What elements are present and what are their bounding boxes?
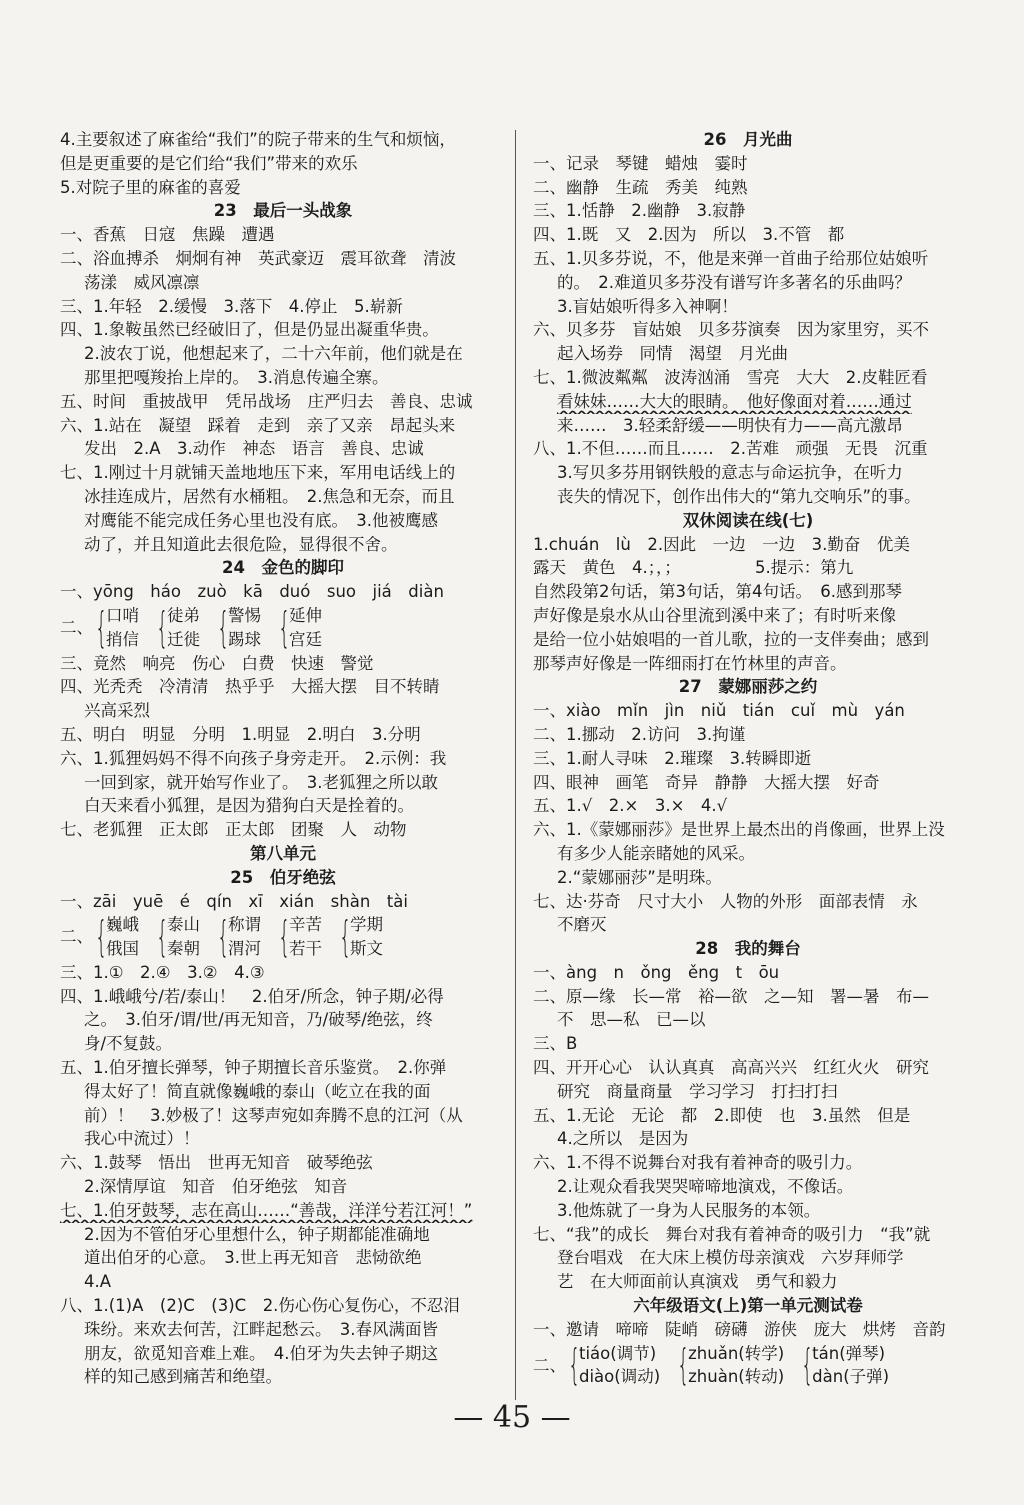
brace-icon: { xyxy=(95,912,108,962)
answer-line: 二、浴血搏杀 炯炯有神 英武豪迈 震耳欲聋 清波 xyxy=(60,248,456,268)
pair-word: tiáo(调节) xyxy=(579,1343,657,1363)
answer-line: 前）！ 3.妙极了！这琴声宛如奔腾不息的江河（从 xyxy=(84,1105,463,1125)
word-pair xyxy=(565,1342,660,1390)
pair-word: 迁徙 xyxy=(167,629,200,649)
lesson-heading-26: 26 月光曲 xyxy=(703,130,793,149)
answer-line: 荡漾 威风凛凛 xyxy=(84,272,200,292)
word-pair xyxy=(153,913,200,961)
answer-line: 2.让观众看我哭哭啼啼地演戏，不像话。 xyxy=(557,1177,854,1197)
answer-line: 三、1.年轻 2.缓慢 3.落下 4.停止 5.崭新 xyxy=(60,296,403,316)
answer-line: 五、明白 明显 分明 1.明显 2.明白 3.分明 xyxy=(60,724,421,744)
answer-line: 六、1.站在 凝望 踩着 走到 亲了又亲 昂起头来 xyxy=(60,415,456,435)
brace-icon: { xyxy=(156,912,169,962)
pair-word: tán(弹琴) xyxy=(812,1343,886,1363)
pair-word: 捎信 xyxy=(106,629,139,649)
lesson-heading-23: 23 最后一头战象 xyxy=(213,201,353,221)
answer-line: 起入场券 同情 渴望 月光曲 xyxy=(557,344,788,364)
word-pair xyxy=(153,604,200,652)
word-pair xyxy=(214,913,261,961)
answer-line: 二、原—缘 长—常 裕—欲 之—知 署—暑 布— xyxy=(533,986,929,1006)
pair-word: 学期 xyxy=(350,915,383,935)
answer-line: 4.A xyxy=(84,1272,112,1292)
answer-line: 三、竟然 响亮 伤心 白费 快速 警觉 xyxy=(60,653,374,673)
answer-line: 六、1.不得不说舞台对我有着神奇的吸引力。 xyxy=(533,1153,863,1173)
pair-word: 称谓 xyxy=(228,915,261,935)
pair-word: 秦朝 xyxy=(167,939,200,959)
answer-line: 那琴声好像是一阵细雨打在竹林里的声音。 xyxy=(533,653,847,673)
pair-word: 辛苦 xyxy=(289,915,322,935)
brace-icon: { xyxy=(156,602,169,652)
pair-word: 徒弟 xyxy=(167,605,200,625)
reading-heading: 双休阅读在线(七) xyxy=(682,510,814,530)
lesson-heading-25: 25 伯牙绝弦 xyxy=(230,867,336,887)
pair-word: 巍峨 xyxy=(106,915,139,935)
item-label: 二、 xyxy=(533,1355,566,1375)
answer-line: 一回到家，就开始写作业了。 3.老狐狸之所以敢 xyxy=(84,772,438,792)
answer-line: 七、1.刚过十月就铺天盖地地压下来，军用电话线上的 xyxy=(60,463,456,483)
answer-line: 3.他炼就了一身为人民服务的本领。 xyxy=(557,1200,821,1220)
answer-line: 露天 黄色 4.；，； 5.提示：第九 xyxy=(533,558,854,578)
test-heading: 六年级语文(上)第一单元测试卷 xyxy=(633,1296,863,1316)
page-number: 45 xyxy=(492,1400,532,1435)
answer-line: 三、B xyxy=(533,1034,578,1054)
pair-word: 口哨 xyxy=(106,605,139,625)
answer-line: 样的知己感到痛苦和绝望。 xyxy=(84,1367,282,1387)
answer-line: 2.波农丁说，他想起来了，二十六年前，他们就是在 xyxy=(84,344,463,364)
lesson-heading-27: 27 蒙娜丽莎之约 xyxy=(678,677,818,697)
answer-line: 七、“我”的成长 舞台对我有着神奇的吸引力 “我”就 xyxy=(533,1224,931,1244)
item-label: 二、 xyxy=(60,927,93,947)
answer-line: 白天来看小狐狸，是因为猎狗白天是拴着的。 xyxy=(84,796,414,816)
pair-word: 踢球 xyxy=(228,629,261,649)
answer-line: 道出伯牙的心意。 3.世上再无知音 悲恸欲绝 xyxy=(84,1248,422,1268)
page-footer xyxy=(0,1400,1024,1435)
answer-line: 一、记录 琴键 蜡烛 霎时 xyxy=(533,153,748,173)
answer-line: 五、时间 重披战甲 凭吊战场 庄严归去 善良、忠诚 xyxy=(60,391,473,411)
answer-line: 四、1.既 又 2.因为 所以 3.不管 都 xyxy=(533,225,845,245)
answer-line: 2.因为不管伯牙心里想什么，钟子期都能准确地 xyxy=(84,1224,430,1244)
pair-word: zhuàn(转动) xyxy=(688,1367,785,1387)
answer-line: 一、香蕉 日寇 焦躁 遭遇 xyxy=(60,225,275,245)
footer-dash: — xyxy=(453,1400,484,1435)
brace-icon: { xyxy=(801,1340,814,1390)
answer-line: 七、达·芬奇 尺寸大小 人物的外形 面部表情 永 xyxy=(533,891,918,911)
answer-line: 对鹰能不能完成任务心里也没有底。 3.他被鹰感 xyxy=(84,510,438,530)
answer-line: 有多少人能亲睹她的风采。 xyxy=(557,843,755,863)
answer-line: 五、1.伯牙擅长弹琴，钟子期擅长音乐鉴赏。 2.你弹 xyxy=(60,1058,447,1078)
lesson-heading-28: 28 我的舞台 xyxy=(695,939,801,959)
answer-line: 艺 在大师面前认真演戏 勇气和毅力 xyxy=(557,1272,838,1292)
brace-icon: { xyxy=(677,1340,690,1390)
answer-line: 一、邀请 啼啼 陡峭 磅礴 游侠 庞大 烘烤 音韵 xyxy=(533,1319,946,1339)
answer-line: 二、1.挪动 2.访问 3.拘谨 xyxy=(533,724,746,744)
answer-line: 五、1.贝多芬说，不，他是来弹一首曲子给那位姑娘听 xyxy=(533,248,929,268)
answer-line: 八、1.不但……而且…… 2.苦难 顽强 无畏 沉重 xyxy=(533,439,928,459)
pair-word: diào(调动) xyxy=(579,1367,661,1387)
answer-line: 四、开开心心 认认真真 高高兴兴 红红火火 研究 xyxy=(533,1058,929,1078)
answer-line: 四、光秃秃 冷清清 热乎乎 大摇大摆 目不转睛 xyxy=(60,677,440,697)
brace-icon: { xyxy=(217,602,230,652)
answer-line: 3.盲姑娘听得多入神啊！ xyxy=(557,296,738,316)
answer-line: 二、幽静 生疏 秀美 纯熟 xyxy=(533,177,748,197)
answer-line: 三、1.恬静 2.幽静 3.寂静 xyxy=(533,201,746,221)
answer-line: 五、1.√ 2.× 3.× 4.√ xyxy=(533,796,728,816)
brace-icon: { xyxy=(217,912,230,962)
brace-icon: { xyxy=(95,602,108,652)
answer-line: 身/不复鼓。 xyxy=(84,1034,173,1054)
answer-line: 四、1.峨峨兮/若/泰山！ 2.伯牙/所念，钟子期/必得 xyxy=(60,986,444,1006)
word-pair xyxy=(674,1342,784,1390)
pair-word: 宫廷 xyxy=(289,629,322,649)
answer-line: 珠纷。来欢去何苦，江畔起愁云。 3.春风满面皆 xyxy=(84,1319,438,1339)
pair-word: zhuǎn(转学) xyxy=(688,1343,785,1363)
pair-word: 警惕 xyxy=(228,605,261,625)
answer-line: 不磨灭 xyxy=(557,915,607,935)
answer-line: 不 思—私 已—以 xyxy=(557,1010,706,1030)
left-column xyxy=(60,128,506,1389)
answer-line: 朋友，欲觅知音难上难。 4.伯牙为失去钟子期这 xyxy=(84,1343,438,1363)
answer-line: 动了，并且知道此去很危险，显得很不舍。 xyxy=(84,534,398,554)
brace-icon: { xyxy=(278,602,291,652)
lesson-heading-24: 24 金色的脚印 xyxy=(222,558,344,578)
word-pair xyxy=(275,604,322,652)
word-pair xyxy=(798,1342,889,1390)
pinyin-pairs-test xyxy=(533,1342,963,1390)
answer-line: 5.对院子里的麻雀的喜爱 xyxy=(60,177,241,197)
answer-line: 那里把嘎羧抬上岸的。 3.消息传遍全寨。 xyxy=(84,367,389,387)
brace-icon: { xyxy=(278,912,291,962)
word-pairs-24 xyxy=(60,604,506,652)
answer-line: 2.深情厚谊 知音 伯牙绝弦 知音 xyxy=(84,1177,348,1197)
underlined-answer-line: 七、1.伯牙鼓琴，志在高山……“善哉，洋洋兮若江河！” xyxy=(60,1200,473,1220)
word-pair xyxy=(275,913,322,961)
answer-line: 发出 2.A 3.动作 神态 语言 善良、忠诚 xyxy=(84,439,424,459)
word-pair xyxy=(92,913,139,961)
answer-line: 六、1.《蒙娜丽莎》是世界上最杰出的肖像画，世界上没 xyxy=(533,820,945,840)
pinyin-line: 一、xiào mǐn jìn niǔ tián cuǐ mù yán xyxy=(533,701,905,721)
answer-line: 的。 2.难道贝多芬没有谱写许多著名的乐曲吗？ xyxy=(557,272,911,292)
word-pairs-25 xyxy=(60,913,506,961)
item-label: 二、 xyxy=(60,617,93,637)
pair-word: dàn(子弹) xyxy=(812,1367,890,1387)
brace-icon: { xyxy=(568,1340,581,1390)
answer-line: 五、1.无论 无论 都 2.即使 也 3.虽然 但是 xyxy=(533,1105,911,1125)
pinyin-line: 一、yōng háo zuò kā duó suo jiá diàn xyxy=(60,582,444,602)
answer-line: 3.写贝多芬用钢铁般的意志与命运抗争，在听力 xyxy=(557,463,903,483)
answer-line: 七、老狐狸 正太郎 正太郎 团聚 人 动物 xyxy=(60,820,407,840)
answer-line: 丧失的情况下，创作出伟大的“第九交响乐”的事。 xyxy=(557,486,921,506)
answer-line: 三、1.① 2.④ 3.② 4.③ xyxy=(60,962,265,982)
right-column xyxy=(533,128,963,1389)
pair-word: 延伸 xyxy=(289,605,322,625)
answer-line: 4.主要叙述了麻雀给“我们”的院子带来的生气和烦恼， xyxy=(60,130,456,149)
answer-line: 2.“蒙娜丽莎”是明珠。 xyxy=(557,867,722,887)
answer-line: 冰挂连成片，居然有水桶粗。 2.焦急和无奈，而且 xyxy=(84,486,455,506)
answer-line: 之。 3.伯牙/谓/世/再无知音，乃/破琴/绝弦，终 xyxy=(84,1010,433,1030)
pinyin-line: 一、àng n ǒng ěng t ōu xyxy=(533,962,780,982)
answer-line: 来…… 3.轻柔舒缓——明快有力——高亢激昂 xyxy=(557,415,903,435)
answer-line: 兴高采烈 xyxy=(84,701,150,721)
answer-line: 自然段第2句话，第3句话，第4句话。 6.感到那琴 xyxy=(533,582,902,602)
word-pair xyxy=(336,913,383,961)
pair-word: 泰山 xyxy=(167,915,200,935)
answer-line: 得太好了！简直就像巍峨的泰山（屹立在我的面 xyxy=(84,1081,431,1101)
answer-line: 声好像是泉水从山谷里流到溪中来了；有时听来像 xyxy=(533,605,896,625)
answer-line: 是给一位小姑娘唱的一首儿歌，拉的一支伴奏曲；感到 xyxy=(533,629,929,649)
answer-line: 我心中流过）！ xyxy=(84,1129,200,1149)
underlined-answer-line: 看妹妹……大大的眼睛。 他好像面对着……通过 xyxy=(557,391,912,411)
pair-word: 若干 xyxy=(289,939,322,959)
answer-line: 七、1.微波粼粼 波涛汹涌 雪亮 大大 2.皮鞋匠看 xyxy=(533,367,928,387)
pair-word: 俄国 xyxy=(106,939,139,959)
answer-line: 但是更重要的是它们给“我们”带来的欢乐 xyxy=(60,153,358,173)
answer-line: 四、眼神 画笔 奇异 静静 大摇大摆 好奇 xyxy=(533,772,880,792)
brace-icon: { xyxy=(339,912,352,962)
answer-line: 六、贝多芬 盲姑娘 贝多芬演奏 因为家里穷，买不 xyxy=(533,320,929,340)
answer-line: 1.chuán lù 2.因此 一边 一边 3.勤奋 优美 xyxy=(533,534,910,554)
pair-word: 斯文 xyxy=(350,939,383,959)
answer-line: 八、1.(1)A (2)C (3)C 2.伤心伤心复伤心，不忍泪 xyxy=(60,1296,460,1316)
pair-word: 渭河 xyxy=(228,939,261,959)
column-divider xyxy=(515,130,516,1400)
answer-line: 六、1.狐狸妈妈不得不向孩子身旁走开。 2.示例：我 xyxy=(60,748,447,768)
unit-heading: 第八单元 xyxy=(250,843,316,863)
answer-line: 四、1.象鞍虽然已经破旧了，但是仍显出凝重华贵。 xyxy=(60,320,439,340)
answer-line: 登台唱戏 在大床上模仿母亲演戏 六岁拜师学 xyxy=(557,1248,904,1268)
answer-line: 三、1.耐人寻味 2.璀璨 3.转瞬即逝 xyxy=(533,748,812,768)
pinyin-line: 一、zāi yuē é qín xī xián shàn tài xyxy=(60,891,408,911)
answer-line: 六、1.鼓琴 悟出 世再无知音 破琴绝弦 xyxy=(60,1153,373,1173)
word-pair xyxy=(92,604,139,652)
answer-line: 4.之所以 是因为 xyxy=(557,1129,689,1149)
word-pair xyxy=(214,604,261,652)
answer-line: 研究 商量商量 学习学习 打扫打扫 xyxy=(557,1081,838,1101)
footer-dash: — xyxy=(540,1400,571,1435)
